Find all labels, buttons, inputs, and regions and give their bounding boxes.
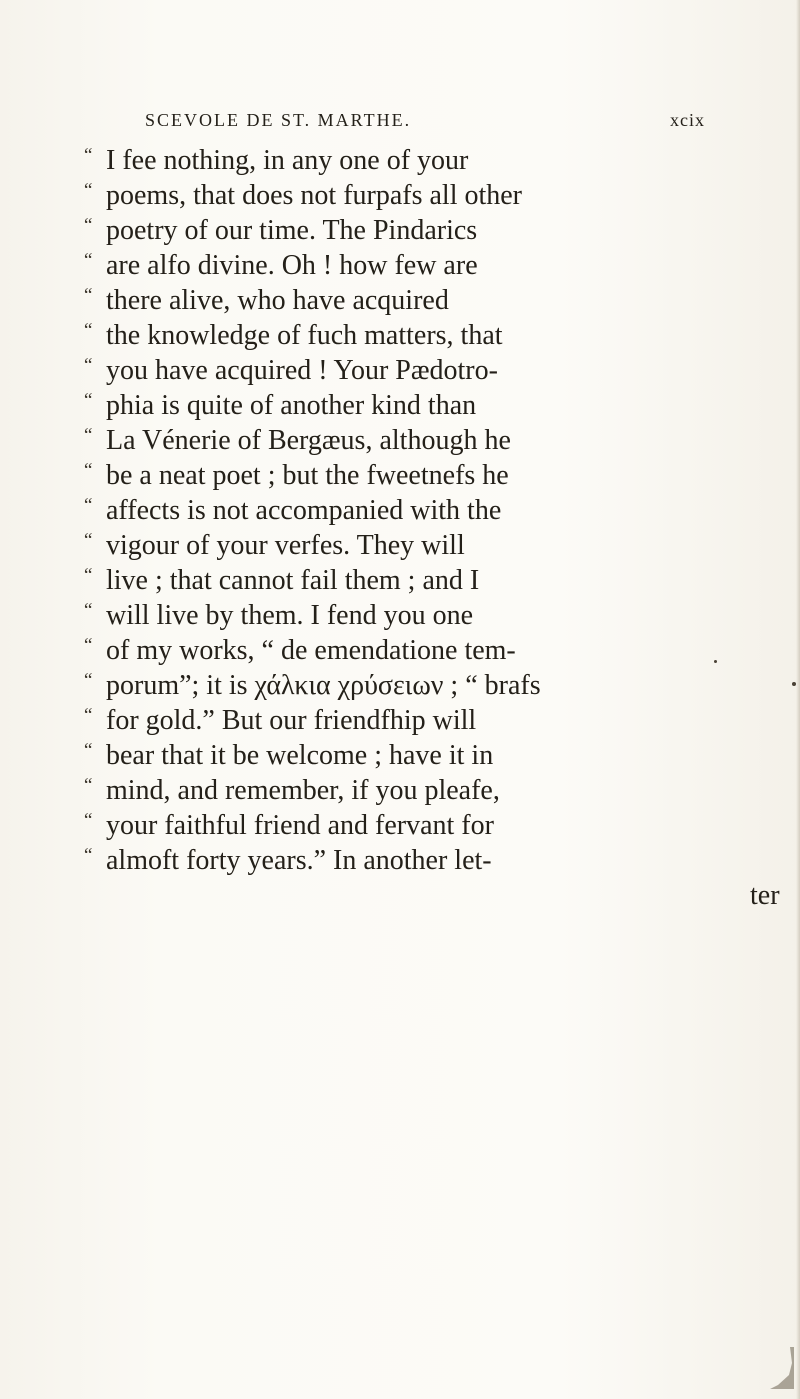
quote-mark: “ [84,810,93,831]
quote-mark: “ [84,740,93,761]
quote-mark: “ [84,530,93,551]
text-line [84,423,724,458]
text-line [84,703,724,738]
text-line [84,248,724,283]
line-text: for gold.” But our friendfhip will [106,705,477,736]
text-line [84,773,724,808]
line-text: the knowledge of fuch matters, that [106,320,503,351]
quote-mark: “ [84,320,93,341]
quote-mark: “ [84,460,93,481]
line-text: bear that it be welcome ; have it in [106,740,494,771]
text-line [84,843,724,878]
text-line [84,178,724,213]
quote-mark: “ [84,565,93,586]
running-title: SCEVOLE DE ST. MARTHE. [145,110,412,130]
quote-mark: “ [84,180,93,201]
line-text: be a neat poet ; but the fweetnefs he [106,460,509,491]
line-text: poems, that does not furpafs all other [106,180,523,211]
line-text: you have acquired ! Your Pædotro- [106,355,498,386]
line-text: affects is not accompanied with the [106,495,502,526]
text-line [84,318,724,353]
text-line [84,353,724,388]
line-text: I fee nothing, in any one of your [106,145,469,176]
quote-mark: “ [84,425,93,446]
line-text: vigour of your verfes. They will [106,530,465,561]
line-text: almoft forty years.” In another let- [106,845,492,876]
line-text: La Vénerie of Bergæus, although he [106,425,511,456]
line-text: poetry of our time. The Pindarics [106,215,478,246]
text-line [84,283,724,318]
line-text: your faithful friend and fervant for [106,810,494,841]
text-line [84,528,724,563]
page-edge-shadow [796,0,800,1399]
quote-mark: “ [84,145,93,166]
text-line [84,388,724,423]
text-line [84,633,724,668]
quote-mark: “ [84,285,93,306]
text-line [84,563,724,598]
catchword-line [84,878,780,913]
text-line [84,808,724,843]
line-text: live ; that cannot fail them ; and I [106,565,480,596]
text-line [84,213,724,248]
running-head [145,110,705,140]
text-line [84,668,724,703]
line-text: mind, and remember, if you pleafe, [106,775,500,806]
quote-mark: “ [84,670,93,691]
page-number: xcix [670,110,705,130]
quote-mark: “ [84,845,93,866]
ink-speck [714,660,717,663]
catchword: ter [750,880,780,911]
quote-mark: “ [84,390,93,411]
line-text: porum”; it is χάλκια χρύσειων ; “ brafs [106,670,541,701]
line-text: phia is quite of another kind than [106,390,477,421]
quote-mark: “ [84,215,93,236]
line-text: of my works, “ de emendatione tem- [106,635,516,666]
quote-mark: “ [84,600,93,621]
text-line [84,598,724,633]
quote-mark: “ [84,250,93,271]
ink-speck [792,682,796,686]
line-text: will live by them. I fend you one [106,600,474,631]
text-line [84,143,724,178]
text-line [84,493,724,528]
quote-mark: “ [84,495,93,516]
page-corner-mark [768,1345,796,1391]
quote-mark: “ [84,705,93,726]
text-line [84,738,724,773]
line-text: are alfo divine. Oh ! how few are [106,250,478,281]
quote-mark: “ [84,355,93,376]
quote-mark: “ [84,775,93,796]
body-text [84,143,780,913]
quote-mark: “ [84,635,93,656]
line-text: there alive, who have acquired [106,285,449,316]
text-line [84,458,724,493]
